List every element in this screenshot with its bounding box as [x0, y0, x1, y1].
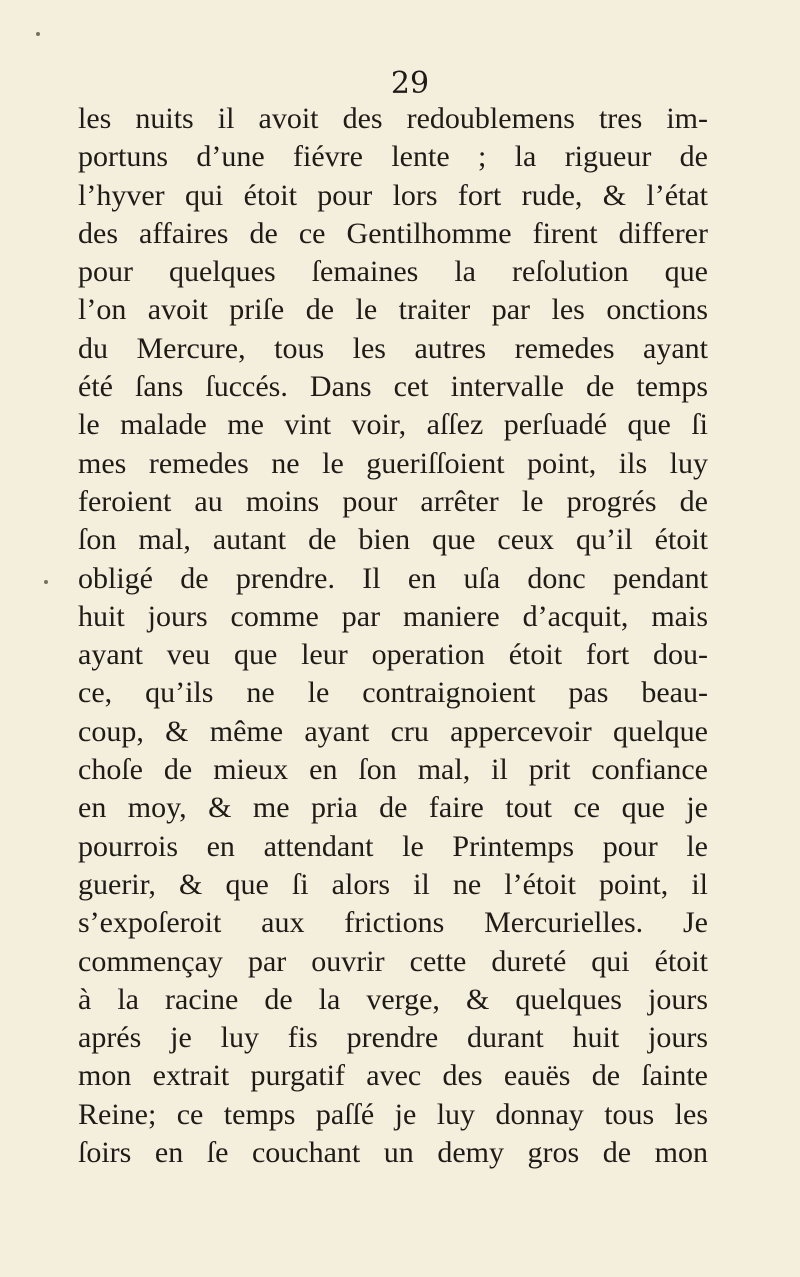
text-line: l’hyver qui étoit pour lors fort rude, & l’état [78, 178, 708, 212]
text-line: Reine; ce temps paſſé je luy donnay tous les [78, 1097, 708, 1131]
text-line: portuns d’une fiévre lente ; la rigueur de [78, 140, 708, 174]
text-line: le malade me vint voir, aſſez perſuadé que ſi [78, 408, 708, 442]
text-line: en moy, & me pria de faire tout ce que je [78, 791, 708, 825]
paper-speck [36, 32, 40, 36]
body-text [78, 100, 708, 1172]
text-line: à la racine de la verge, & quelques jours [78, 982, 708, 1016]
text-line: du Mercure, tous les autres remedes ayant [78, 331, 708, 365]
paper-speck [44, 580, 48, 584]
text-line: mes remedes ne le gueriſſoient point, ils luy [78, 446, 708, 480]
text-line: ſoirs en ſe couchant un demy gros de mon [78, 1136, 708, 1170]
text-line: ayant veu que leur operation étoit fort dou- [78, 638, 708, 672]
text-line: ce, qu’ils ne le contraignoient pas beau- [78, 676, 708, 710]
text-line: l’on avoit priſe de le traiter par les onctions [78, 293, 708, 327]
text-line: les nuits il avoit des redoublemens tres im- [78, 102, 708, 135]
text-line: guerir, & que ſi alors il ne l’étoit point, il [78, 867, 708, 901]
text-line: feroient au moins pour arrêter le progrés de [78, 484, 708, 518]
text-line: commençay par ouvrir cette dureté qui étoit [78, 944, 708, 978]
text-line: obligé de prendre. Il en uſa donc pendant [78, 561, 708, 595]
text-line: été ſans ſuccés. Dans cet intervalle de temps [78, 370, 708, 404]
text-line: ſon mal, autant de bien que ceux qu’il étoit [78, 523, 708, 557]
text-line: aprés je luy fis prendre durant huit jours [78, 1021, 708, 1055]
text-line: choſe de mieux en ſon mal, il prit confiance [78, 753, 708, 787]
text-line: des affaires de ce Gentilhomme firent differer [78, 216, 708, 250]
text-line: huit jours comme par maniere d’acquit, mais [78, 599, 708, 633]
text-line: mon extrait purgatif avec des eauës de ſainte [78, 1059, 708, 1093]
text-line: pour quelques ſemaines la reſolution que [78, 255, 708, 289]
text-line: s’expoſeroit aux frictions Mercurielles. Je [78, 906, 708, 940]
page-number: 29 [390, 66, 430, 101]
text-line: coup, & même ayant cru appercevoir quelque [78, 714, 708, 748]
text-line: pourrois en attendant le Printemps pour le [78, 829, 708, 863]
